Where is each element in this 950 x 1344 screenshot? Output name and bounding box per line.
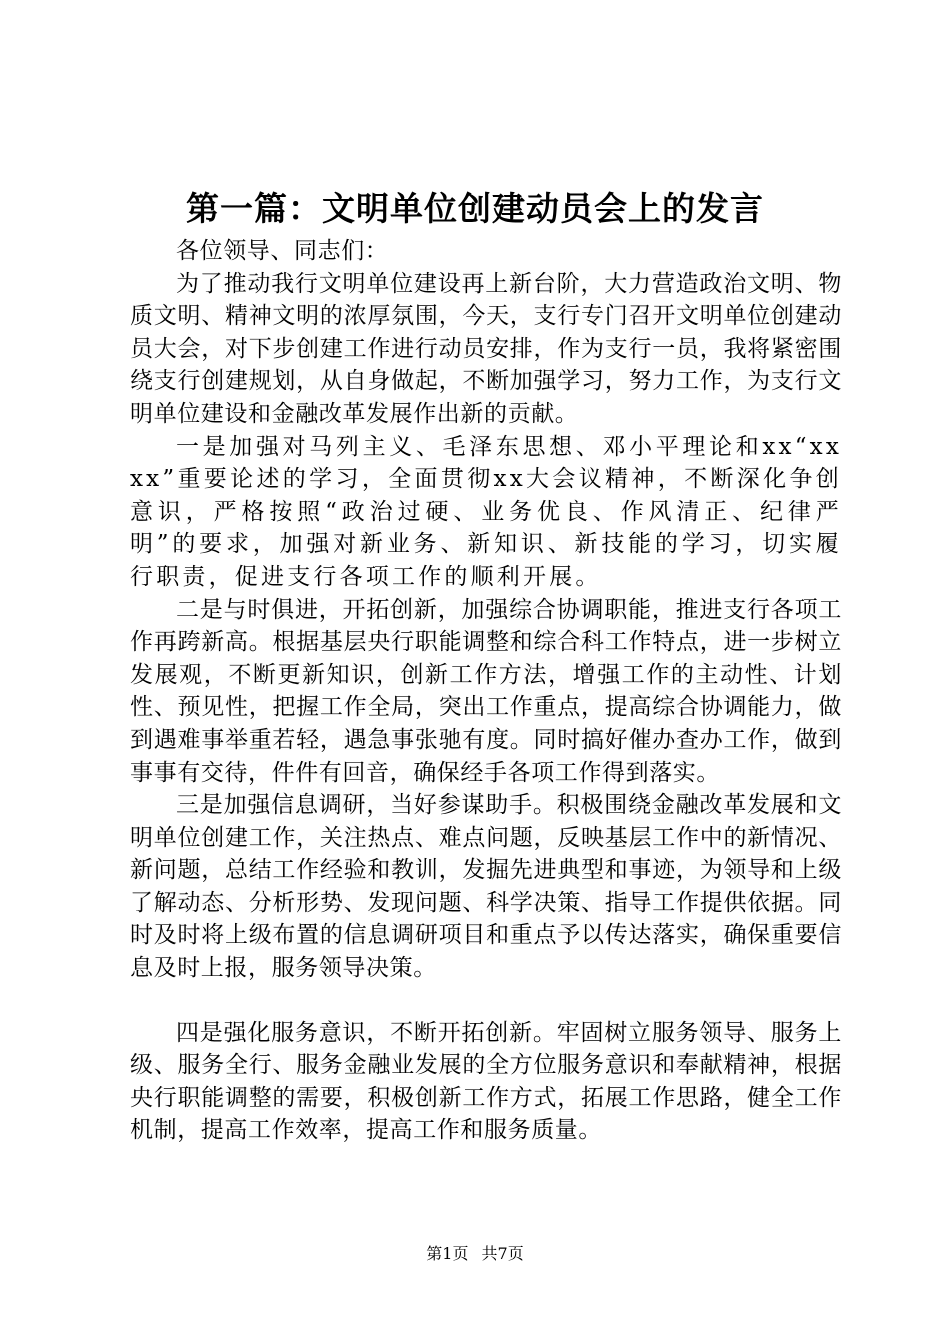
paragraph-intro: 为了推动我行文明单位建设再上新台阶，大力营造政治文明、物质文明、精神文明的浓厚氛围，今天，支行专门召开文明单位创建动员大会，对下步创建工作进行动员安排，作为支行一员，我将紧密围绕支行创建规划，从自身做起，不断加强学习，努力工作，为支行文明单位建设和金融改革发展作出新的贡献。 [130,270,842,427]
page-total: 共7页 [481,1244,524,1263]
document-body [130,235,842,1147]
paragraph-point-three: 三是加强信息调研，当好参谋助手。积极围绕金融改革发展和文明单位创建工作，关注热点、难点问题，反映基层工作中的新情况、新问题，总结工作经验和教训，发掘先进典型和事迹，为领导和上级了解动态、分析形势、发现问题、科学决策、指导工作提供依据。同时及时将上级布置的信息调研项目和重点予以传达落实，确保重要信息及时上报，服务领导决策。 [130,792,842,982]
paragraph-spacer [130,985,842,1017]
salutation: 各位领导、同志们： [176,238,389,264]
paragraph-point-two: 二是与时俱进，开拓创新，加强综合协调职能，推进支行各项工作再跨新高。根据基层央行职能调整和综合科工作特点，进一步树立发展观，不断更新知识，创新工作方法，增强工作的主动性、计划性、预见性，把握工作全局，突出工作重点，提高综合协调能力，做到遇难事举重若轻，遇急事张驰有度。同时搞好催办查办工作，做到事事有交待，件件有回音，确保经手各项工作得到落实。 [130,596,842,786]
paragraph-point-one: 一是加强对马列主义、毛泽东思想、邓小平理论和xx“xxxx”重要论述的学习，全面贯彻xx大会议精神，不断深化争创意识，严格按照“政治过硬、业务优良、作风清正、纪律严明”的要求，加强对新业务、新知识、新技能的学习，切实履行职责，促进支行各项工作的顺利开展。 [130,433,842,590]
document-title: 第一篇：文明单位创建动员会上的发言 [186,189,764,228]
page-footer [0,1242,950,1266]
paragraph-point-four: 四是强化服务意识，不断开拓创新。牢固树立服务领导、服务上级、服务全行、服务金融业发展的全方位服务意识和奉献精神，根据央行职能调整的需要，积极创新工作方式，拓展工作思路，健全工作机制，提高工作效率，提高工作和服务质量。 [130,1019,842,1144]
page-number: 第1页 [426,1244,469,1263]
